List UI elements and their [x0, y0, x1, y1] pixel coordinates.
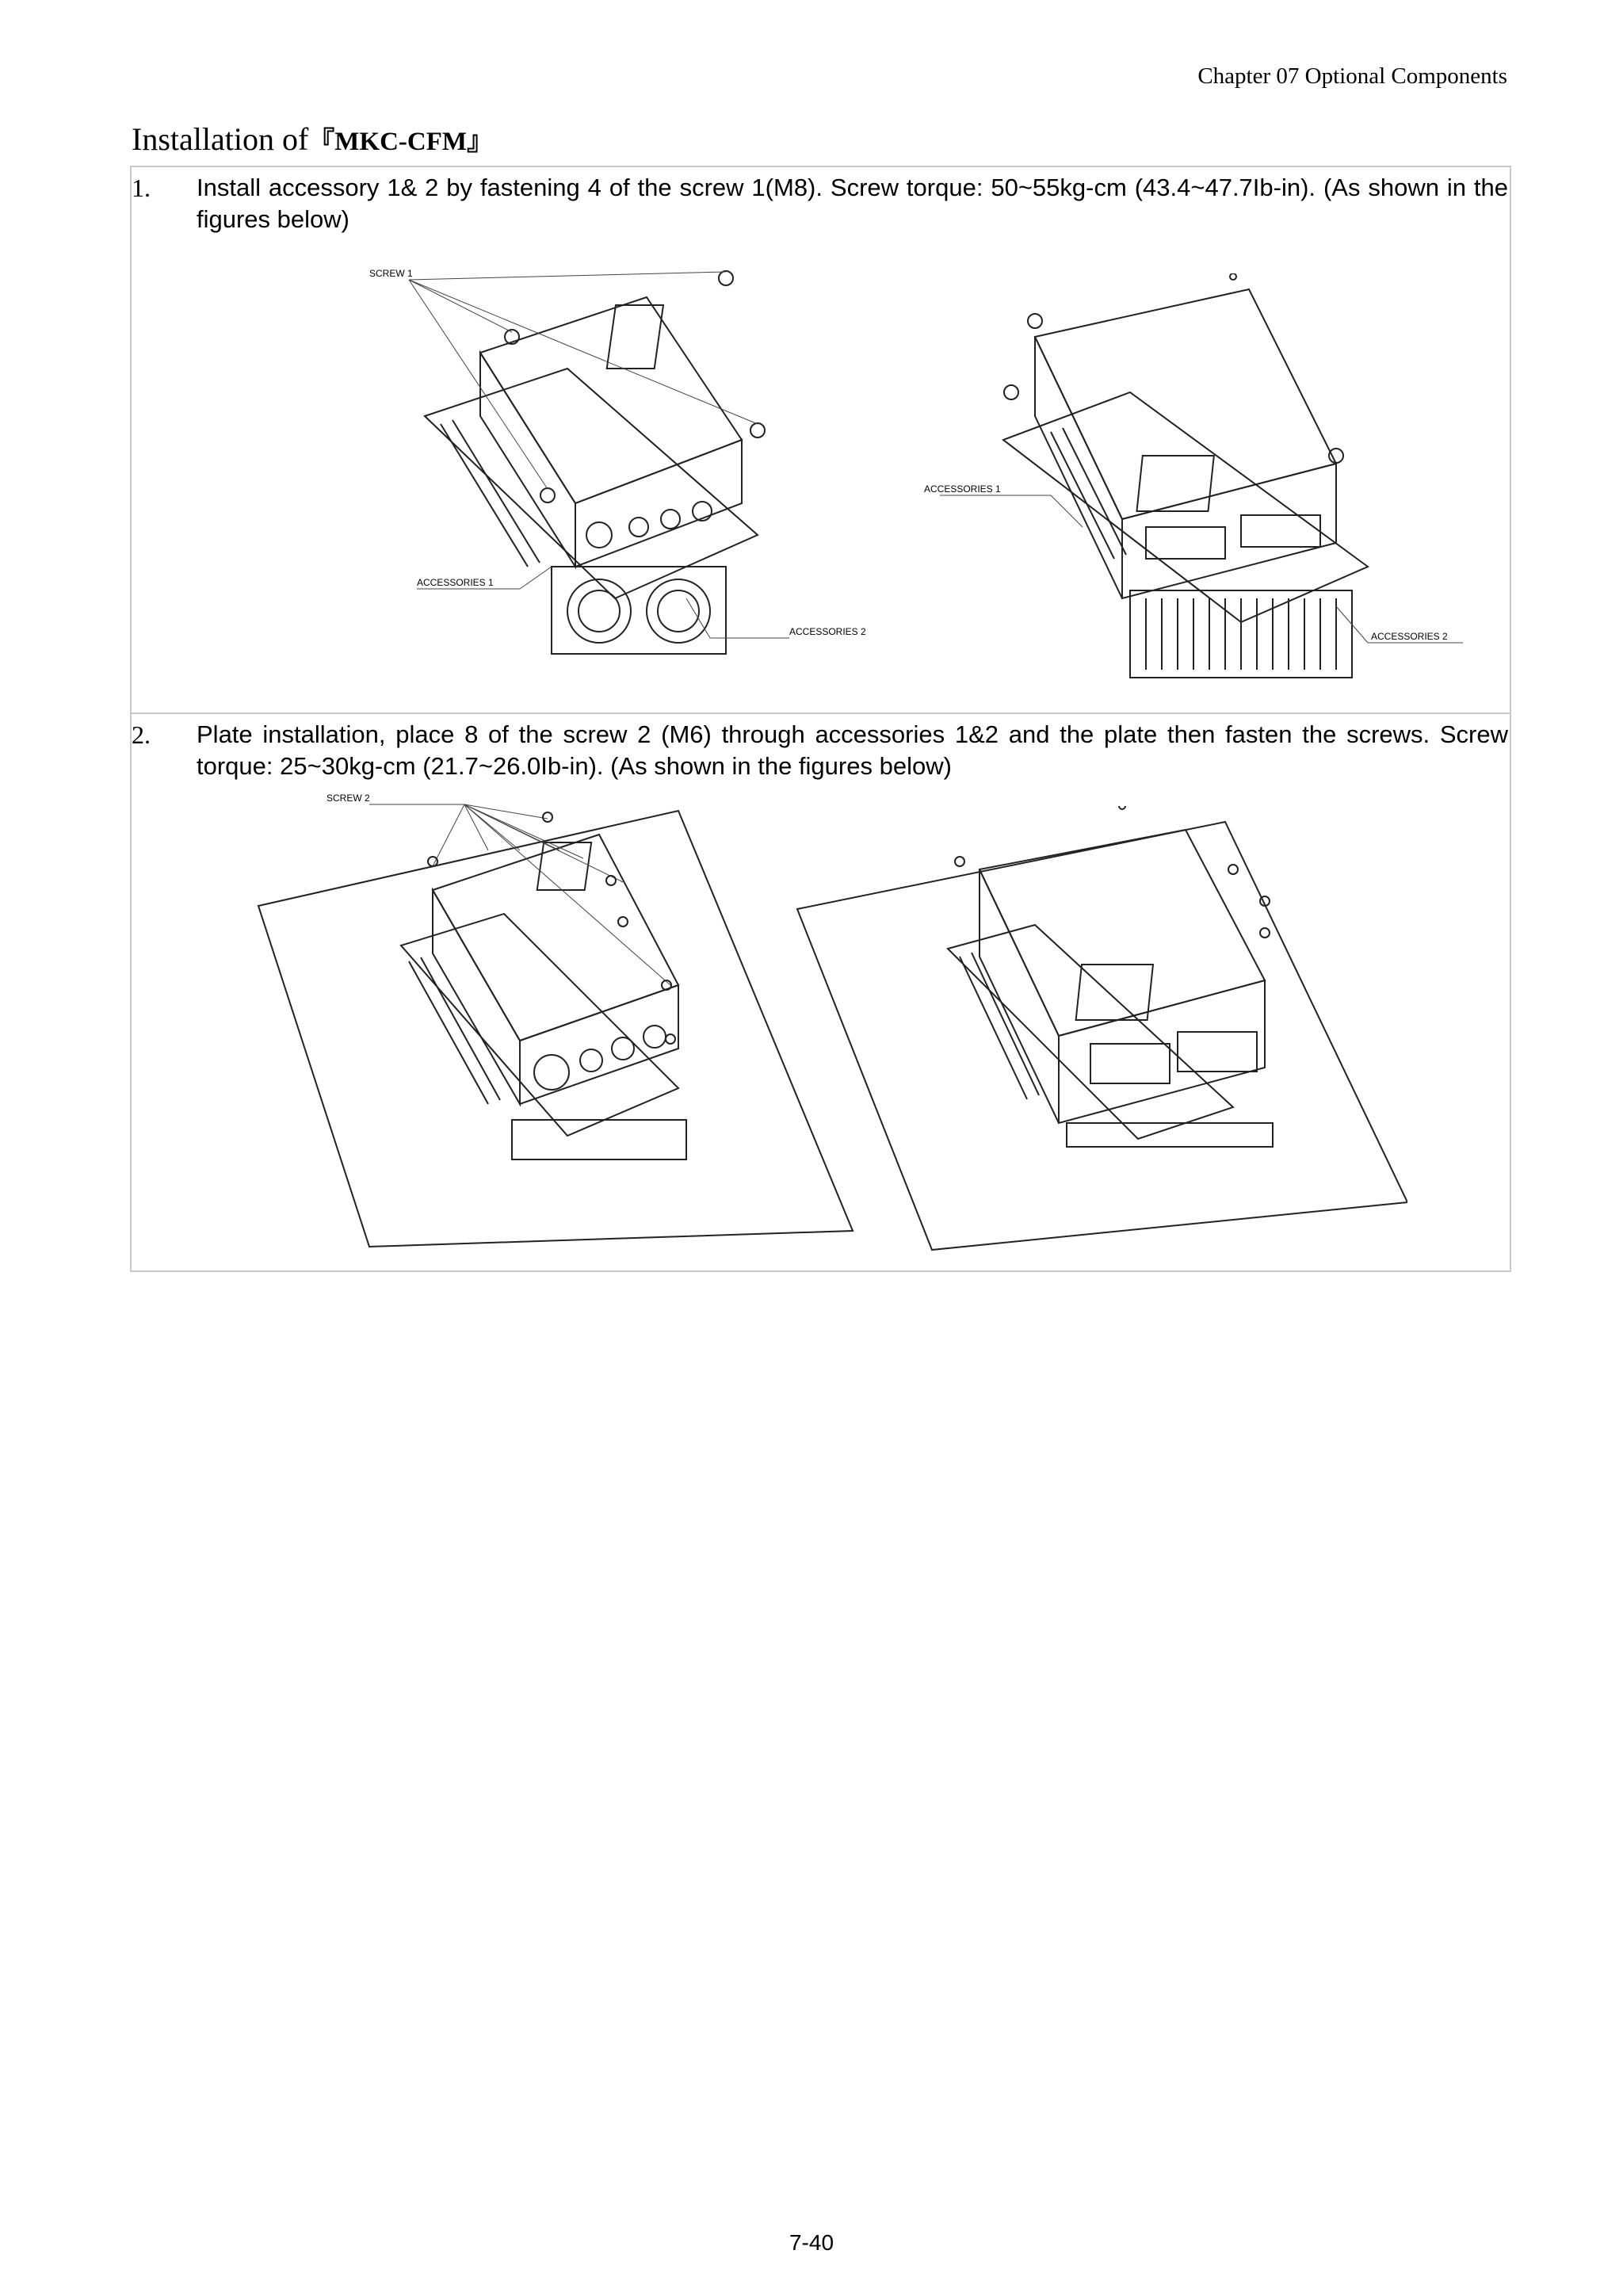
accessories-1-label-right: ACCESSORIES 1 [924, 483, 1001, 495]
figure-plate-rear-view [789, 806, 1407, 1258]
section-title [132, 120, 493, 158]
step-instruction [132, 714, 1510, 782]
chapter-header: Chapter 07 Optional Components [1197, 63, 1507, 89]
figure-rear-heatsink-view [845, 273, 1463, 717]
installation-steps-table [130, 166, 1511, 1272]
step-text: Install accessory 1& 2 by fastening 4 of the screw 1(M8). Screw torque: 50~55kg-cm (43.4~47.7Ib-in). (As shown in the figures below) [197, 174, 1508, 233]
figure-front-fan-view [314, 266, 916, 709]
step-cell [131, 713, 1510, 1271]
step-cell [131, 166, 1510, 713]
step-instruction [132, 167, 1510, 235]
step-number: 1. [132, 174, 151, 202]
step-row [131, 166, 1510, 713]
step-number: 2. [132, 720, 151, 749]
figure-plate-front-view [250, 787, 869, 1263]
accessories-2-label-left: ACCESSORIES 2 [789, 626, 866, 637]
section-title-prefix: Installation of [132, 121, 309, 157]
screw-2-label: SCREW 2 [327, 793, 370, 804]
step-text: Plate installation, place 8 of the screw 2 (M6) through accessories 1&2 and the plate then fasten the screws. Screw torque: 25~30kg-cm (21.7~26.0Ib-in). (As shown in the figures below) [197, 720, 1508, 780]
section-title-code: 『MKC-CFM』 [308, 128, 494, 156]
page-number: 7-40 [789, 2230, 834, 2255]
accessories-1-label-left: ACCESSORIES 1 [417, 577, 494, 588]
step-row [131, 713, 1510, 1271]
accessories-2-label-right: ACCESSORIES 2 [1371, 631, 1448, 642]
screw-1-label: SCREW 1 [369, 268, 413, 279]
